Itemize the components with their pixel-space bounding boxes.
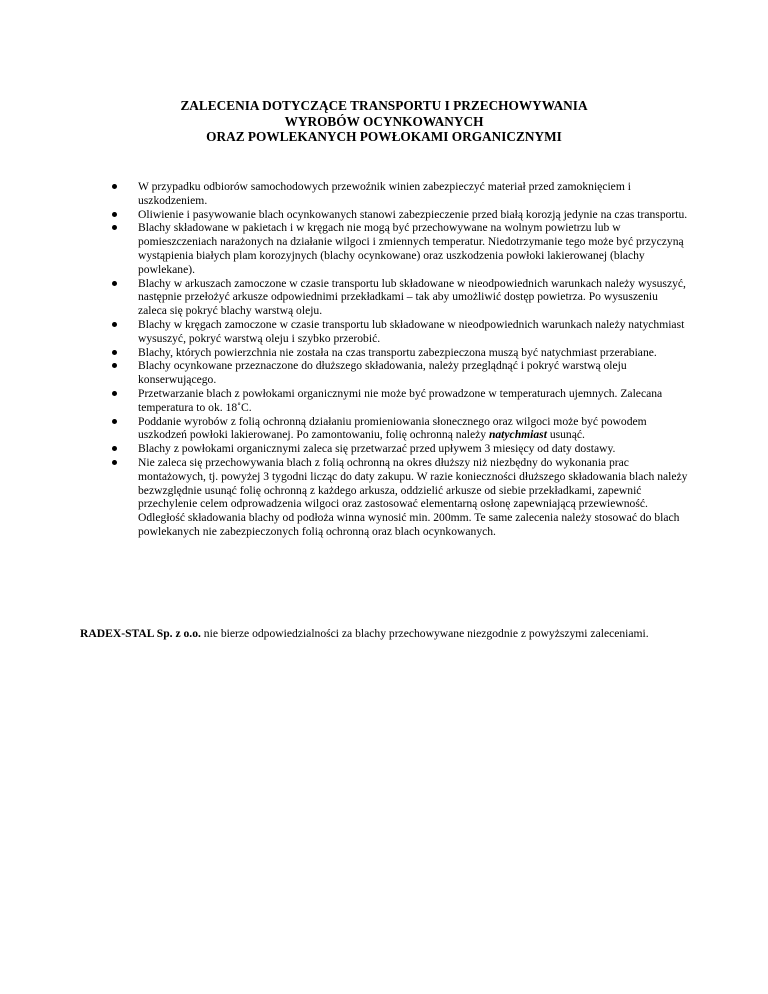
- list-item: [0, 415, 768, 443]
- list-item: [0, 180, 768, 208]
- list-item-text: Blachy w arkuszach zamoczone w czasie transportu lub składowane w nieodpowiednich warunkach należy wysuszyć, następnie przełożyć arkusze odpowiednimi przekładkami – tak aby umożliwić dostęp powietrza. Po wysuszeniu zaleca się pokryć blachy warstwą oleju.: [138, 276, 686, 318]
- list-item-text: Nie zaleca się przechowywania blach z folią ochronną na okres dłuższy niż niezbędny do wykonania prac montażowych, tj. powyżej 3 tygodni licząc do daty zakupu. W razie konieczności dłuższego składowania blach należy bezwzględnie usunąć folię ochronną z każdego arkusza, oddzielić arkusze od siebie przekładkami, zapewnić przechylenie celem odprowadzenia wilgoci oraz zastosować elementarną osłonę zapewniającą przewiewność. Odległość składowania blachy od podłoża winna wynosić min. 200mm. Te same zalecenia należy stosować do blach powlekanych nie zabezpieczonych folią ochronną oraz blach ocynkowanych.: [138, 455, 688, 538]
- list-item: [0, 277, 768, 318]
- bullet-icon: [112, 391, 117, 396]
- list-item: [0, 456, 768, 539]
- disclaimer-text: nie bierze odpowiedzialności za blachy przechowywane niezgodnie z powyższymi zaleceniami.: [200, 627, 649, 640]
- bullet-icon: [112, 446, 117, 451]
- title-line-3: ORAZ POWLEKANYCH POWŁOKAMI ORGANICZNYMI: [206, 129, 562, 144]
- bullet-icon: [112, 281, 117, 286]
- list-item: [0, 208, 768, 222]
- bullet-icon: [112, 363, 117, 368]
- list-item-text-tail: usunąć.: [546, 428, 585, 442]
- bullet-icon: [112, 225, 117, 230]
- list-item-text: Oliwienie i pasywowanie blach ocynkowanych stanowi zabezpieczenie przed białą korozją jedynie na czas transportu.: [138, 207, 688, 221]
- list-item-text: Blachy, których powierzchnia nie została na czas transportu zabezpieczona muszą być natychmiast przerabiane.: [138, 345, 657, 359]
- list-item: [0, 346, 768, 360]
- recommendations-list: [0, 180, 768, 539]
- document-title: [80, 98, 688, 145]
- list-item-text: W przypadku odbiorów samochodowych przewoźnik winien zabezpieczyć materiał przed zamoknięciem i uszkodzeniem.: [138, 180, 631, 207]
- company-name: RADEX-STAL Sp. z o.o.: [80, 627, 201, 640]
- emphasis-immediately: natychmiast: [488, 428, 547, 442]
- list-item: [0, 387, 768, 415]
- list-item-text: Poddanie wyrobów z folią ochronną działaniu promieniowania słonecznego oraz wilgoci może być powodem uszkodzeń powłoki lakierowanej. Po zamontowaniu, folię ochronną należy: [138, 414, 647, 442]
- bullet-icon: [112, 460, 117, 465]
- list-item-text: Przetwarzanie blach z powłokami organicznymi nie może być prowadzone w temperaturach ujemnych. Zalecana temperatura to ok. 18˚C.: [138, 386, 663, 414]
- list-item-text: Blachy składowane w pakietach i w kręgach nie mogą być przechowywane na wolnym powietrzu lub w pomieszczeniach narażonych na działanie wilgoci i zmiennych temperatur. Niedotrzymanie tego może być przyczyną wystąpienia białych plam korozyjnych (blachy ocynkowane) oraz uszkodzenia powłoki lakierowanej (blachy powlekane).: [138, 221, 684, 276]
- list-item: [0, 442, 768, 456]
- list-item: [0, 221, 768, 276]
- list-item: [0, 318, 768, 346]
- disclaimer: [80, 627, 680, 641]
- bullet-icon: [112, 212, 117, 217]
- bullet-icon: [112, 184, 117, 189]
- list-item-text: Blachy w kręgach zamoczone w czasie transportu lub składowane w nieodpowiednich warunkach należy natychmiast wysuszyć, pokryć warstwą oleju i szybko przerobić.: [138, 317, 685, 345]
- bullet-icon: [112, 322, 117, 327]
- list-item-text: Blachy z powłokami organicznymi zaleca się przetwarzać przed upływem 3 miesięcy od daty dostawy.: [138, 442, 616, 456]
- list-item-text: Blachy ocynkowane przeznaczone do dłuższego składowania, należy przeglądnąć i pokryć warstwą oleju konserwującego.: [138, 359, 627, 387]
- list-item: [0, 359, 768, 387]
- bullet-icon: [112, 419, 117, 424]
- bullet-icon: [112, 350, 117, 355]
- title-line-2: WYROBÓW OCYNKOWANYCH: [284, 113, 484, 129]
- title-line-1: ZALECENIA DOTYCZĄCE TRANSPORTU I PRZECHOWYWANIA: [180, 98, 588, 113]
